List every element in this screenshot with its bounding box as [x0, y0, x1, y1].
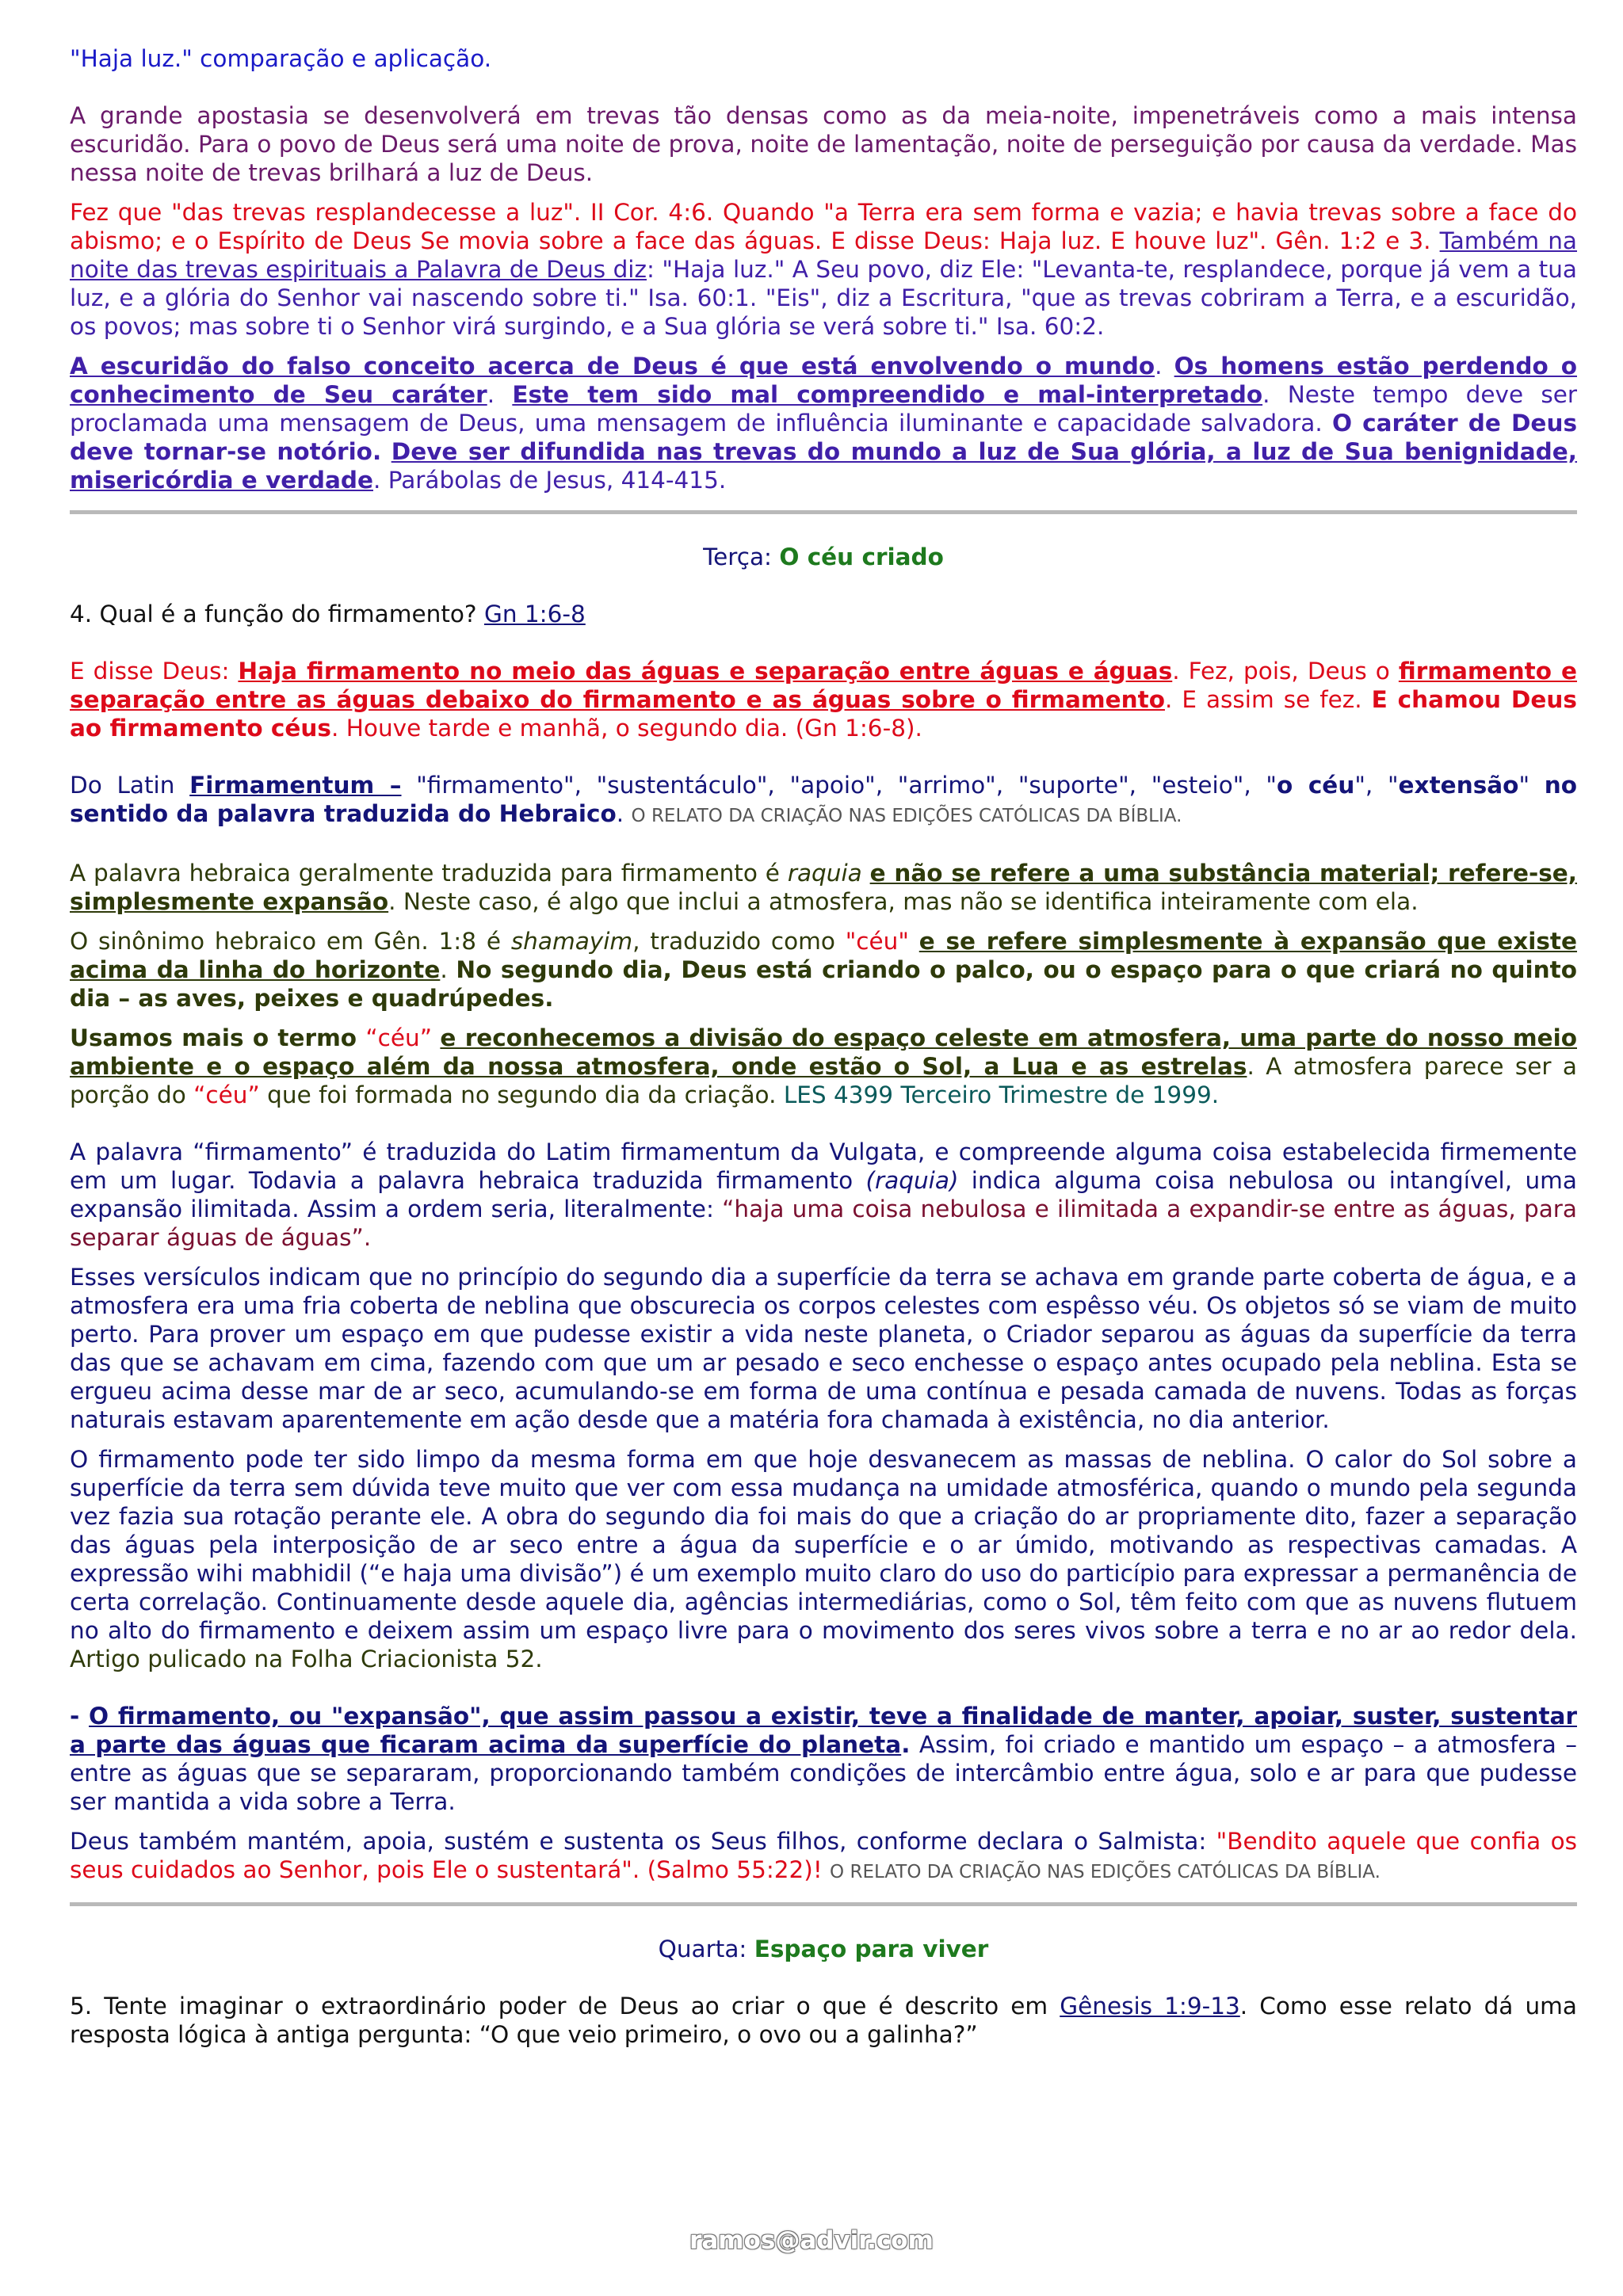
emphasis-span: Usamos mais o termo [70, 1024, 366, 1051]
salmista-paragraph [70, 1827, 1577, 1886]
intro-paragraph-3 [70, 352, 1577, 494]
text-span: , traduzido como [632, 928, 846, 955]
text-span [823, 1856, 830, 1883]
emphasis-span: Os homens estão perdendo o conhecimento de Seu caráter [70, 353, 1577, 408]
text-span: . E assim se fez. [1164, 686, 1372, 713]
emphasis-span: e reconhecemos a divisão do espaço celeste em atmosfera, uma parte do nosso meio ambiente e o espaço além da nossa atmosfera, onde estão o Sol, a Lua e as estrelas [70, 1024, 1577, 1080]
bullet-dash: - [70, 1703, 89, 1730]
emphasis-span: E chamou Deus ao firmamento céus [70, 686, 1577, 742]
section-divider [70, 1902, 1577, 1906]
bible-reference-link[interactable]: Gênesis 1:9-13 [1060, 1993, 1240, 2019]
question-4 [70, 600, 1577, 628]
day-title: Espaço para viver [754, 1936, 989, 1962]
text-span [909, 928, 919, 955]
versiculos-paragraph: Esses versículos indicam que no princípio do segundo dia a superfície da terra se achava em grande parte coberta de água, e a atmosfera era uma fria coberta de neblina que obscurecia os corpos celestes com espêsso véu. Os objetos só se viam de muito perto. Para prover um espaço em que pudesse existir a vida neste planeta, o Criador separou as águas da superfície da terra das que se achavam em cima, fazendo com que um ar pesado e seco enchesse o espaço antes ocupado pela neblina. Esta se ergueu acima desse mar de ar seco, acumulando-se em forma de uma contínua e pesada camada de nuvens. Todas as forças naturais estavam aparentemente em ação desde que a matéria fora chamada à existência, no dia anterior. [70, 1264, 1577, 1433]
day-label: Quarta: [658, 1936, 754, 1962]
emphasis-span: Haja firmamento no meio das águas e separação entre águas e águas [238, 658, 1173, 685]
text-span: O firmamento pode ter sido limpo da mesma forma em que hoje desvanecem as massas de neblina. O calor do Sol sobre a superfície da terra sem dúvida teve muito que ver com essa mudança na umidade atmosférica, quando o mundo pela segunda vez fazia sua rotação perante ele. A obra do segundo dia foi mais do que a criação do ar propriamente dito, fazer a separação das águas pela interposição de ar seco entre a água da superfície e o ar úmido, motivando as respectivas camadas. A expressão wihi mabhidil (“e haja uma divisão”) é um exemplo muito claro do uso do particípio para expressar a permanência de certa correlação. Continuamente desde aquele dia, agências intermediárias, como o Sol, têm feito com que as nuvens flutuem no alto do firmamento e deixem assim um espaço livre para o movimento dos seres vivos sobre a terra e no ar ao redor dela. [70, 1446, 1577, 1644]
emphasis-span: no sentido da palavra traduzida do Hebraico [70, 772, 1577, 827]
footer-email: ramos@advir.com [689, 2226, 934, 2255]
emphasis-span: e não se refere a uma substância material; refere-se, simplesmente expansão [70, 860, 1577, 915]
text-span: . Houve tarde e manhã, o segundo dia. (Gn 1:6-8). [330, 715, 922, 742]
text-span: indica alguma coisa nebulosa ou intangível, uma expansão ilimitada. Assim a ordem seria, literalmente: [70, 1167, 1577, 1222]
text-span: que foi formada no segundo dia da criação. [259, 1081, 784, 1108]
quoted-term: "céu" [845, 928, 909, 955]
italic-term: (raquia) [865, 1167, 959, 1194]
text-span [381, 438, 391, 465]
source-citation: LES 4399 Terceiro Trimestre de 1999. [783, 1081, 1220, 1108]
text-span: . Neste caso, é algo que inclui a atmosfera, mas não se identifica inteiramente com ela. [388, 888, 1419, 915]
tuesday-heading [70, 543, 1577, 571]
section-divider [70, 510, 1577, 514]
text-span: A palavra “firmamento” é traduzida do Latim firmamentum da Vulgata, e compreende alguma coisa estabelecida firmemente em um lugar. Todavia a palavra hebraica traduzida firmamento [70, 1138, 1577, 1194]
source-citation: . Parábolas de Jesus, 414-415. [373, 467, 727, 494]
intro-paragraph-1: A grande apostasia se desenvolverá em trevas tão densas como as da meia-noite, impenetráveis como a mais intensa escuridão. Para o povo de Deus será uma noite de prova, noite de lamentação, noite de perseguição por causa da verdade. Mas nessa noite de trevas brilhará a luz de Deus. [70, 102, 1577, 186]
emphasis-span: No segundo dia, Deus está criando o palco, ou o espaço para o que criará no quinto dia – as aves, peixes e quadrúpedes. [70, 956, 1577, 1012]
question-5 [70, 1992, 1577, 2049]
text-span [862, 860, 870, 887]
italic-term: raquia [787, 860, 862, 887]
genesis-verse [70, 657, 1577, 742]
question-text: 5. Tente imaginar o extraordinário poder de Deus ao criar o que é descrito em [70, 1993, 1060, 2019]
text-span: . [901, 1731, 911, 1758]
text-span: Deus também mantém, apoia, sustém e sustenta os Seus filhos, conforme declara o Salmista: [70, 1828, 1216, 1855]
emphasis-span: o céu [1276, 772, 1355, 799]
text-span: O sinônimo hebraico em Gên. 1:8 é [70, 928, 511, 955]
text-span: Fez que "das trevas resplandecesse a luz". II Cor. 4:6. Quando "a Terra era sem forma e vazia; e havia trevas sobre a face do abismo; e o Espírito de Deus Se movia sobre a face das águas. E disse Deus: Haja luz. E houve luz". Gên. 1:2 e 3. [70, 199, 1577, 254]
intro-heading: "Haja luz." comparação e aplicação. [70, 45, 492, 72]
latin-paragraph [70, 771, 1577, 830]
text-span: . A atmosfera parece ser a porção do [70, 1053, 1578, 1108]
emphasis-span: Firmamentum – [189, 772, 402, 799]
text-span: Assim, foi criado e mantido um espaço – a atmosfera – entre as águas que se separaram, proporcionando também condições de intercâmbio entre água, solo e ar para que pudesse ser mantida a vida sobre a Terra. [70, 1731, 1577, 1815]
emphasis-span: O caráter de Deus deve tornar-se notório. [70, 410, 1578, 465]
emphasis-span: A escuridão do falso conceito acerca de Deus é que está envolvendo o mundo [70, 353, 1155, 379]
italic-term: shamayim [510, 928, 633, 955]
expansao-paragraph [70, 1702, 1577, 1816]
quoted-text: “haja uma coisa nebulosa e ilimitada a expandir-se entre as águas, para separar águas de águas”. [70, 1196, 1577, 1251]
text-span: " [1518, 772, 1545, 799]
usamos-paragraph [70, 1024, 1577, 1109]
text-span: . Neste tempo deve ser proclamada uma mensagem de Deus, uma mensagem de influência iluminante e capacidade salvadora. [70, 381, 1578, 437]
text-span: A palavra hebraica geralmente traduzida para firmamento é [70, 860, 788, 887]
text-span: . [440, 956, 456, 983]
emphasis-span: Este tem sido mal compreendido e mal-interpretado [512, 381, 1263, 408]
vulgata-paragraph [70, 1138, 1577, 1252]
source-citation: O RELATO DA CRIAÇÃO NAS EDIÇÕES CATÓLICAS DA BÍBLIA. [830, 1862, 1381, 1882]
emphasis-span: extensão [1398, 772, 1519, 799]
text-span: Do Latin [70, 772, 190, 799]
bible-reference-link[interactable]: Gn 1:6-8 [483, 601, 586, 627]
shamayim-paragraph [70, 927, 1577, 1013]
emphasis-span: O firmamento, ou "expansão", que assim passou a existir, teve a finalidade de manter, apoiar, suster, sustentar a parte das águas que ficaram acima da superfície do planeta [70, 1703, 1577, 1758]
text-span: "firmamento", "sustentáculo", "apoio", "arrimo", "suporte", "esteio", " [401, 772, 1277, 799]
text-span: . Fez, pois, Deus o [1172, 658, 1399, 685]
text-span: : "Haja luz." A Seu povo, diz Ele: "Levanta-te, resplandece, porque já vem a tua luz, e a glória do Senhor vai nascendo sobre ti." Isa. 60:1. "Eis", diz a Escritura, "que as trevas cobriram a Terra, e a escuridão, os povos; mas sobre ti o Senhor virá surgindo, e a Sua glória se verá sobre ti." Isa. 60:2. [70, 256, 1577, 340]
wednesday-heading [70, 1935, 1577, 1963]
text-span: E disse Deus: [70, 658, 239, 685]
quoted-verse: "Bendito aquele que confia os seus cuidados ao Senhor, pois Ele o sustentará". (Salmo 55:22)! [70, 1828, 1577, 1883]
text-span: . [616, 800, 632, 827]
text-span: ", " [1354, 772, 1399, 799]
emphasis-span: firmamento e separação entre as águas debaixo do firmamento e as águas sobre o firmamento [70, 658, 1577, 713]
raquia-paragraph [70, 859, 1577, 916]
text-span: . [487, 381, 513, 408]
underlined-statement: Também na noite das trevas espirituais a Palavra de Deus diz [70, 227, 1577, 283]
question-text: . Como esse relato dá uma resposta lógica à antiga pergunta: “O que veio primeiro, o ovo ou a galinha?” [70, 1993, 1577, 2048]
quoted-term: “céu” [193, 1081, 260, 1108]
text-span [432, 1024, 440, 1051]
emphasis-span: e se refere simplesmente à expansão que existe acima da linha do horizonte [70, 928, 1578, 983]
day-title: O céu criado [779, 543, 944, 570]
source-citation: Artigo pulicado na Folha Criacionista 52. [70, 1646, 543, 1672]
day-label: Terça: [703, 543, 780, 570]
document-body [70, 44, 1577, 2049]
quoted-term: “céu” [365, 1024, 433, 1051]
source-citation: O RELATO DA CRIAÇÃO NAS EDIÇÕES CATÓLICAS DA BÍBLIA. [631, 806, 1182, 826]
emphasis-span: Deve ser difundida nas trevas do mundo a luz de Sua glória, a luz de Sua benignidade, misericórdia e verdade [70, 438, 1577, 494]
text-span: . [1155, 353, 1174, 379]
firmamento-limpo-paragraph [70, 1445, 1577, 1673]
intro-paragraph-2 [70, 198, 1577, 341]
question-text: 4. Qual é a função do firmamento? [70, 601, 484, 627]
